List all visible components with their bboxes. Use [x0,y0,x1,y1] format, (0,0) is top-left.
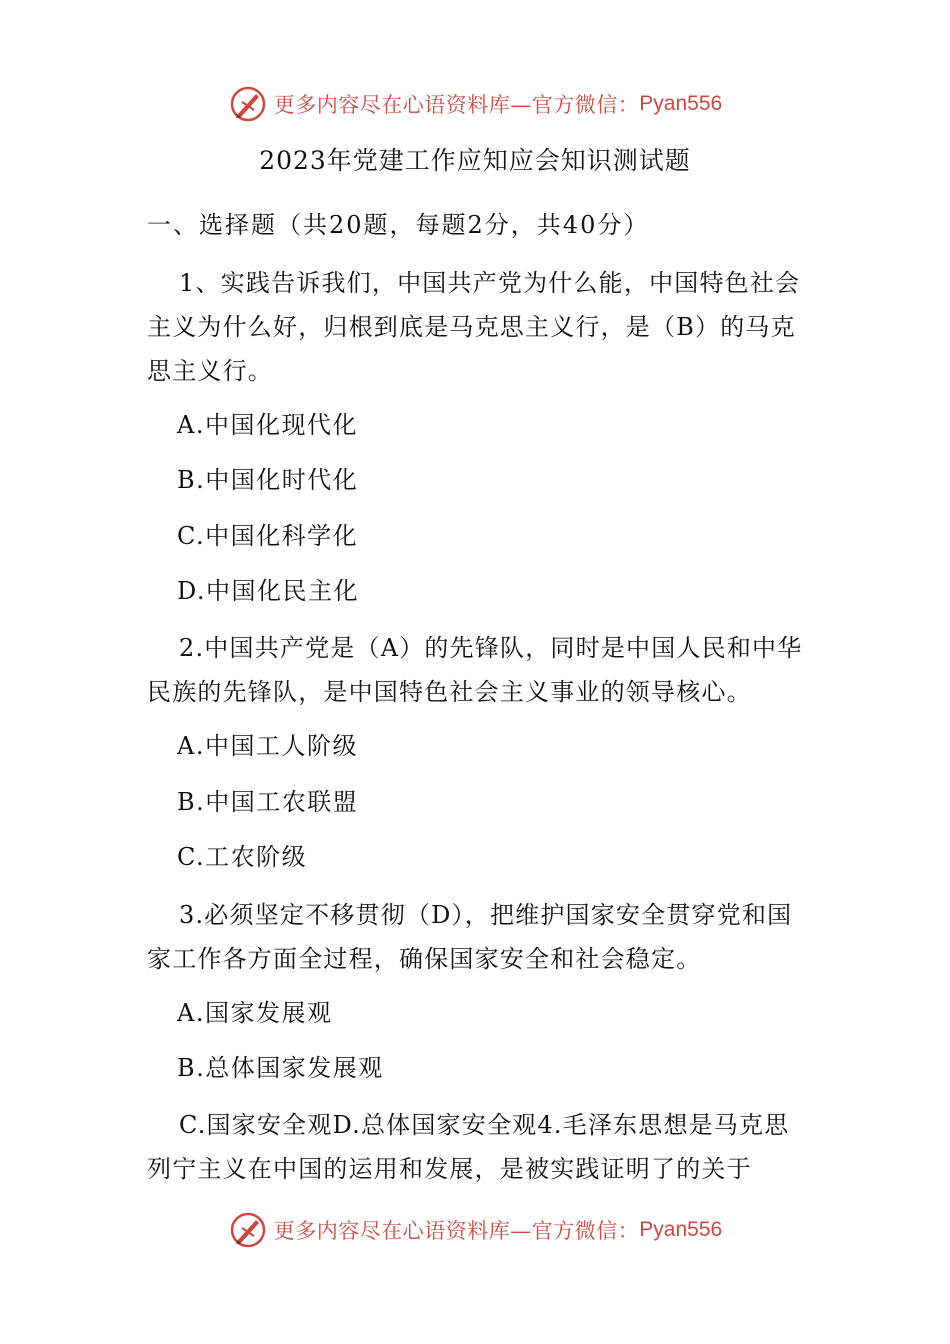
watermark-banner-bottom [0,1208,950,1252]
q1-option-b: B.中国化时代化 [177,466,359,494]
q3-options-cd-and-question-4: C.国家安全观D.总体国家安全观4.毛泽东思想是马克思列宁主义在中国的运用和发展，是被实践证明了的关于 [147,1111,790,1183]
question-3: 3.必须坚定不移贯彻（D），把维护国家安全贯穿党和国家工作各方面全过程，确保国家安全和社会稳定。 [147,901,793,973]
q2-option-a: A.中国工人阶级 [177,732,358,760]
q1-option-c: C.中国化科学化 [177,522,359,550]
watermark-text: 更多内容尽在心语资料库—官方微信： [273,93,640,117]
q2-option-c: C.工农阶级 [177,843,308,871]
q1-option-d: D.中国化民主化 [177,577,360,605]
pen-logo-icon [228,84,268,124]
q1-option-a: A.中国化现代化 [177,411,358,439]
watermark-text: 更多内容尽在心语资料库—官方微信： [273,1219,640,1243]
watermark-banner-top [0,82,950,126]
q3-option-a: A.国家发展观 [177,999,333,1027]
watermark-wechat-id: Pyan556 [639,1218,723,1241]
q3-option-b: B.总体国家发展观 [177,1054,384,1082]
section-heading: 一、选择题（共20题，每题2分，共40分） [147,211,650,239]
pen-logo-icon [228,1210,268,1250]
question-2: 2.中国共产党是（A）的先锋队，同时是中国人民和中华民族的先锋队，是中国特色社会主义事业的领导核心。 [147,634,803,706]
document-title: 2023年党建工作应知应会知识测试题 [259,146,691,175]
watermark-wechat-id: Pyan556 [639,92,723,115]
question-1: 1、实践告诉我们，中国共产党为什么能，中国特色社会主义为什么好，归根到底是马克思主义行，是（B）的马克思主义行。 [147,269,801,385]
q2-option-b: B.中国工农联盟 [177,788,359,816]
